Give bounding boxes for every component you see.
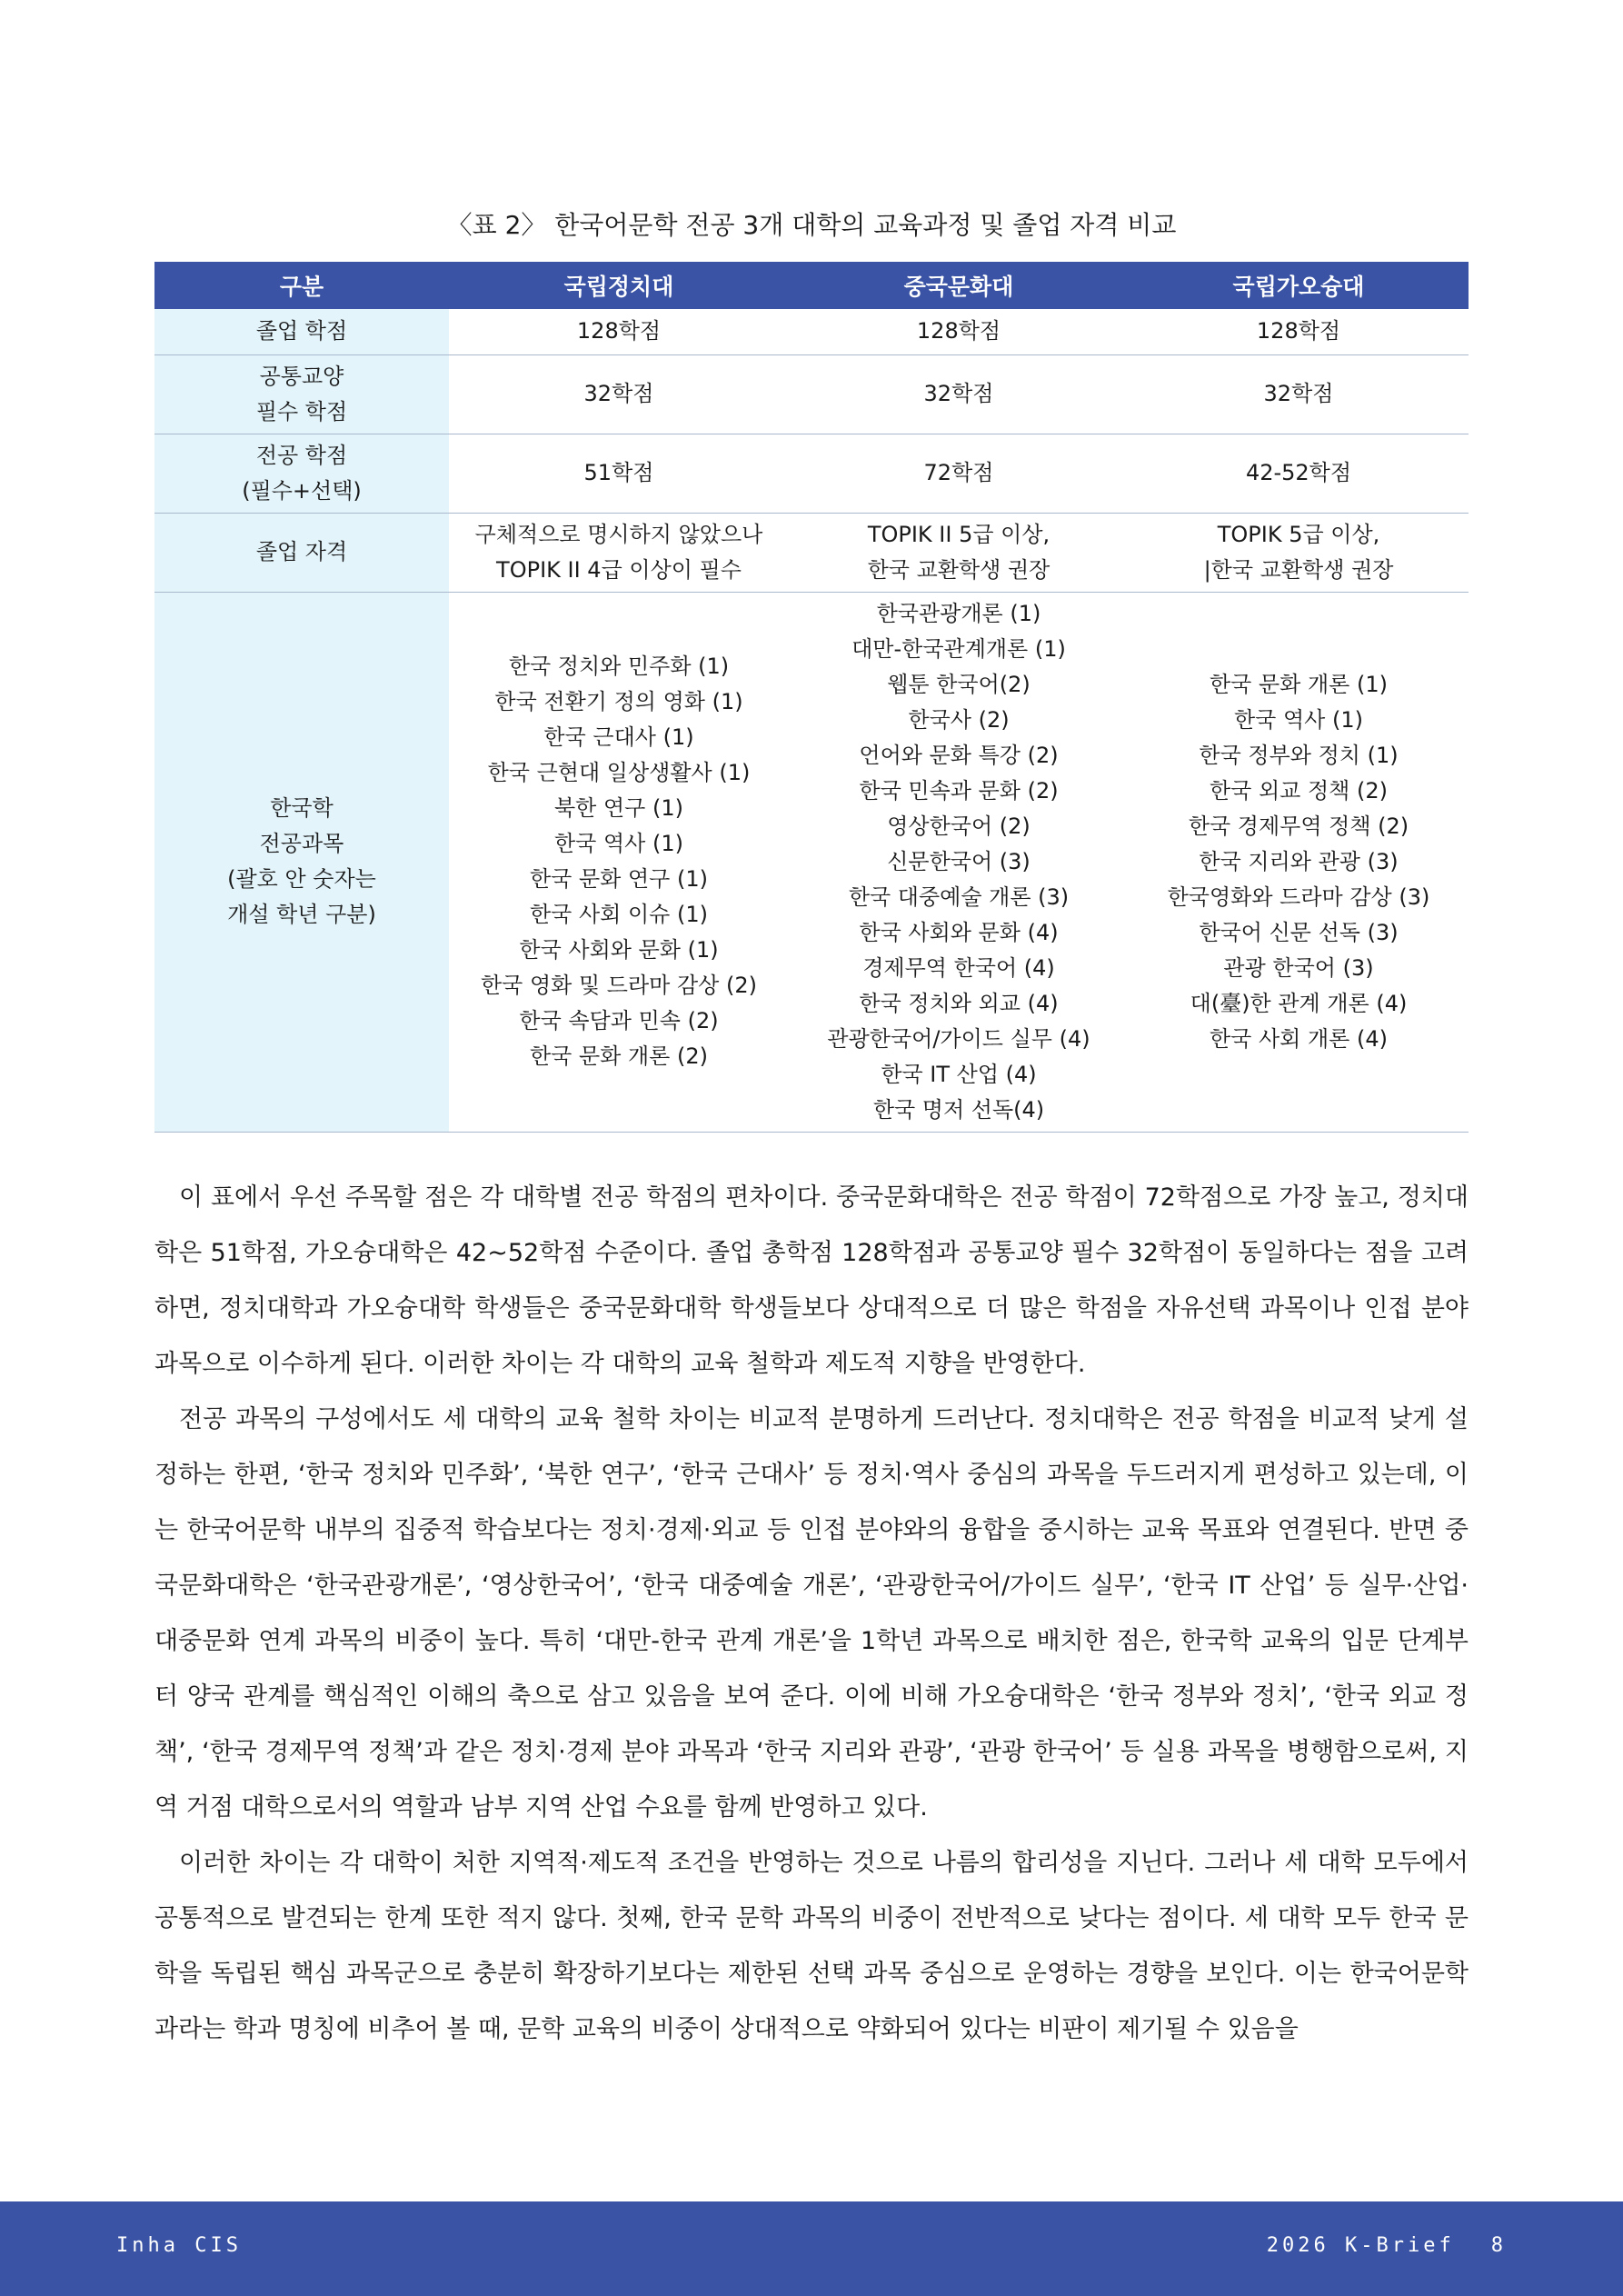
cell-line: 한국 역사 (1) [554, 831, 683, 856]
cell-line: 128학점 [1256, 318, 1341, 344]
cell-line: 영상한국어 (2) [887, 813, 1031, 839]
table-cell [789, 513, 1129, 592]
cell-line: 경제무역 한국어 (4) [862, 954, 1055, 981]
row-header-line: 개설 학년 구분) [227, 902, 376, 927]
cell-line: 한국 근대사 (1) [543, 724, 694, 750]
cell-line: 한국 속담과 민속 (2) [519, 1008, 719, 1033]
cell-line: 한국 정부와 정치 (1) [1199, 742, 1399, 768]
cell-line: 한국 사회와 문화 (4) [859, 919, 1059, 945]
cell-line: 한국관광개론 (1) [876, 600, 1041, 626]
cell-line: 32학점 [923, 381, 994, 406]
row-header-line: 졸업 학점 [255, 318, 348, 344]
cell-line: 한국 정치와 외교 (4) [859, 990, 1059, 1016]
table-header-row [154, 262, 1469, 309]
cell-line: 한국사 (2) [908, 706, 1010, 733]
cell-line: 한국 영화 및 드라마 감상 (2) [481, 973, 757, 998]
cell-line: |한국 교환학생 권장 [1203, 556, 1394, 583]
row-header-line: 전공 학점 [255, 442, 348, 468]
table-cell [449, 513, 789, 592]
table-cell [1129, 592, 1469, 1132]
footer-right [1267, 2234, 1507, 2257]
cell-line: 한국 근현대 일상생활사 (1) [487, 760, 751, 785]
row-header-cell [154, 309, 449, 354]
header-pccu: 중국문화대 [789, 262, 1129, 309]
table-caption: 〈표 2〉 한국어문학 전공 3개 대학의 교육과정 및 졸업 자격 비교 [446, 210, 1177, 240]
cell-line: 한국 전환기 정의 영화 (1) [494, 689, 743, 714]
table-cell [449, 309, 789, 354]
cell-line: 한국 경제무역 정책 (2) [1188, 813, 1409, 839]
row-header-line: 졸업 자격 [255, 539, 348, 564]
cell-line: 한국 사회 이슈 (1) [530, 902, 708, 927]
table-cell [1129, 309, 1469, 354]
header-nuk: 국립가오슝대 [1129, 262, 1469, 309]
cell-line: 관광 한국어 (3) [1223, 954, 1374, 981]
cell-line: 72학점 [923, 460, 994, 485]
table-row [154, 354, 1469, 434]
cell-line: 신문한국어 (3) [887, 848, 1031, 874]
body-paragraph: 이러한 차이는 각 대학이 처한 지역적·제도적 조건을 반영하는 것으로 나름의 합리성을 지닌다. 그러나 세 대학 모두에서 공통적으로 발견되는 한계 또한 적지 않다. 첫째, 한국 문학 과목의 비중이 전반적으로 낮다는 점이다. 세 대학 모두 한국 문학을 독립된 핵심 과목군으로 충분히 확장하기보다는 제한된 선택 과목 중심으로 운영하는 경향을 보인다. 이는 한국어문학과라는 학과 명칭에 비추어 볼 때, 문학 교육의 비중이 상대적으로 약화되어 있다는 비판이 제기될 수 있음을 [154, 1849, 1469, 2043]
cell-line: 한국 역사 (1) [1234, 706, 1363, 733]
cell-line: 42-52학점 [1245, 460, 1352, 485]
table-cell [449, 434, 789, 513]
row-header-line: 필수 학점 [255, 398, 348, 424]
cell-line: 한국 지리와 관광 (3) [1199, 848, 1399, 874]
header-category: 구분 [154, 262, 449, 309]
cell-line: 관광한국어/가이드 실무 (4) [827, 1025, 1090, 1052]
body-text [154, 1170, 1469, 2057]
cell-line: 128학점 [916, 318, 1001, 344]
cell-line: 한국 사회와 문화 (1) [519, 937, 719, 963]
cell-line: 한국 명저 선독(4) [872, 1096, 1045, 1123]
body-paragraph: 전공 과목의 구성에서도 세 대학의 교육 철학 차이는 비교적 분명하게 드러난다. 정치대학은 전공 학점을 비교적 낮게 설정하는 한편, ‘한국 정치와 민주화’, ‘북한 연구’, ‘한국 근대사’ 등 정치·역사 중심의 과목을 두드러지게 편성하고 있는데, 이는 한국어문학 내부의 집중적 학습보다는 정치·경제·외교 등 인접 분야와의 융합을 중시하는 교육 목표와 연결된다. 반면 중국문화대학은 ‘한국관광개론’, ‘영상한국어’, ‘한국 대중예술 개론’, ‘관광한국어/가이드 실무’, ‘한국 IT 산업’ 등 실무·산업·대중문화 연계 과목의 비중이 높다. 특히 ‘대만-한국 관계 개론’을 1학년 과목으로 배치한 점은, 한국학 교육의 입문 단계부터 양국 관계를 핵심적인 이해의 축으로 삼고 있음을 보여 준다. 이에 비해 가오슝대학은 ‘한국 정부와 정치’, ‘한국 외교 정책’, ‘한국 경제무역 정책’과 같은 정치·경제 분야 과목과 ‘한국 지리와 관광’, ‘관광 한국어’ 등 실용 과목을 병행함으로써, 지역 거점 대학으로서의 역할과 남부 지역 산업 수요를 함께 반영하고 있다. [154, 1405, 1469, 1822]
page-number: 8 [1490, 2234, 1507, 2257]
cell-line: 한국 교환학생 권장 [867, 556, 1050, 583]
row-header-cell [154, 513, 449, 592]
cell-line: 대(臺)한 관계 개론 (4) [1190, 990, 1408, 1016]
table-cell [789, 354, 1129, 434]
cell-line: 한국영화와 드라마 감상 (3) [1167, 883, 1430, 910]
row-header-line: (필수+선택) [242, 477, 362, 504]
header-nccu: 국립정치대 [449, 262, 789, 309]
cell-line: 언어와 문화 특강 (2) [859, 742, 1059, 768]
table-cell [449, 592, 789, 1132]
table-row [154, 513, 1469, 592]
cell-line: 51학점 [583, 460, 654, 485]
cell-line: 웹툰 한국어(2) [887, 671, 1031, 697]
table-cell [1129, 434, 1469, 513]
cell-line: 한국 대중예술 개론 (3) [848, 883, 1070, 910]
table-cell [789, 592, 1129, 1132]
row-header-line: 공통교양 [259, 363, 344, 389]
row-header-cell [154, 354, 449, 434]
cell-line: 32학점 [583, 381, 654, 406]
table-cell [789, 309, 1129, 354]
cell-line: 한국 문화 개론 (1) [1210, 671, 1388, 697]
cell-line: 한국 사회 개론 (4) [1210, 1025, 1388, 1052]
comparison-table [154, 262, 1469, 1133]
page-footer [0, 2201, 1623, 2296]
table-row [154, 434, 1469, 513]
row-header-line: (괄호 안 숫자는 [227, 866, 376, 892]
table-cell [1129, 354, 1469, 434]
body-paragraph: 이 표에서 우선 주목할 점은 각 대학별 전공 학점의 편차이다. 중국문화대학은 전공 학점이 72학점으로 가장 높고, 정치대학은 51학점, 가오슝대학은 42~52학점 수준이다. 졸업 총학점 128학점과 공통교양 필수 32학점이 동일하다는 점을 고려하면, 정치대학과 가오슝대학 학생들은 중국문화대학 학생들보다 상대적으로 더 많은 학점을 자유선택 과목이나 인접 분야 과목으로 이수하게 된다. 이러한 차이는 각 대학의 교육 철학과 제도적 지향을 반영한다. [154, 1183, 1469, 1378]
cell-line: 구체적으로 명시하지 않았으나 [474, 521, 763, 547]
cell-line: TOPIK II 5급 이상, [867, 521, 1050, 547]
cell-line: 한국 민속과 문화 (2) [859, 777, 1059, 804]
table-row [154, 592, 1469, 1132]
row-header-cell [154, 592, 449, 1132]
cell-line: 128학점 [576, 318, 662, 344]
cell-line: 한국 외교 정책 (2) [1210, 777, 1388, 804]
cell-line: 한국 문화 개론 (2) [530, 1043, 708, 1069]
table-cell [789, 434, 1129, 513]
footer-publication: 2026 K-Brief [1266, 2234, 1455, 2257]
cell-line: 32학점 [1263, 381, 1334, 406]
table-cell [449, 354, 789, 434]
cell-line: 한국어 신문 선독 (3) [1199, 919, 1399, 945]
cell-line: TOPIK II 4급 이상이 필수 [496, 556, 742, 583]
row-header-line: 한국학 [270, 795, 334, 821]
cell-line: TOPIK 5급 이상, [1217, 521, 1380, 547]
cell-line: 대만-한국관계개론 (1) [851, 635, 1066, 662]
cell-line: 북한 연구 (1) [554, 795, 683, 821]
table-cell [1129, 513, 1469, 592]
footer-org: Inha CIS [116, 2234, 242, 2257]
table-row [154, 309, 1469, 354]
cell-line: 한국 정치와 민주화 (1) [508, 654, 730, 679]
row-header-cell [154, 434, 449, 513]
row-header-line: 전공과목 [259, 831, 344, 856]
cell-line: 한국 문화 연구 (1) [530, 866, 708, 892]
table-body [154, 309, 1469, 1132]
cell-line: 한국 IT 산업 (4) [881, 1061, 1037, 1087]
